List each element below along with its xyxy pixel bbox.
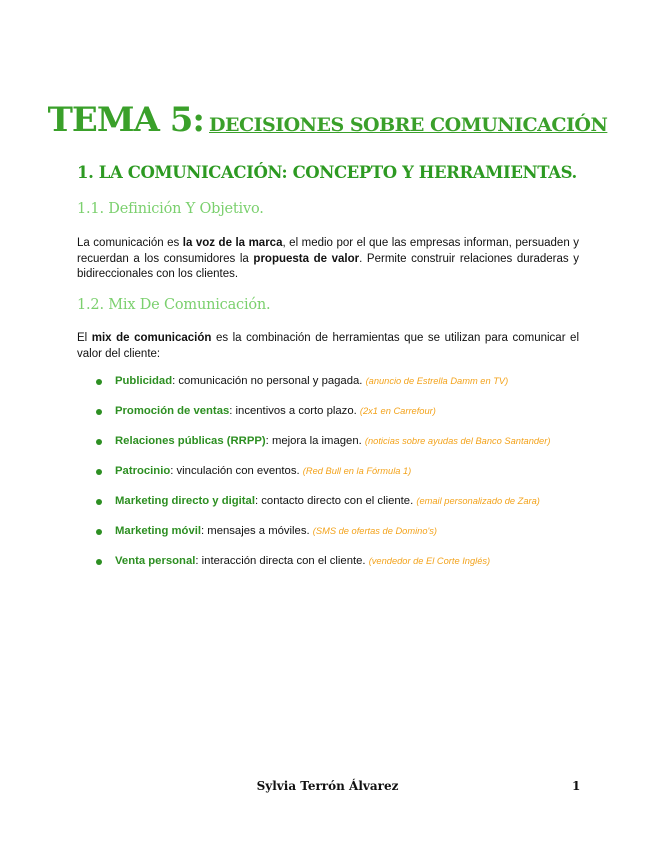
list-item-term: Marketing móvil [115,525,202,537]
list-item [96,494,580,510]
subsection-heading-1-2: 1.2. Mix De Comunicación. [77,297,271,313]
definition-paragraph [77,236,579,283]
list-item-example: (noticias sobre ayudas del Banco Santander) [364,436,551,446]
definition-text-2: , el medio por el que las empresas informan, persuaden y recuerdan a los consumidores la [77,237,579,265]
list-item-text: : mensajes a móviles. [201,525,313,537]
list-item [96,434,580,450]
page-title-subtitle: DECISIONES SOBRE COMUNICACIÓN [209,114,608,136]
list-item-text: : interacción directa con el cliente. [195,555,369,567]
list-item-example: (2x1 en Carrefour) [359,406,436,416]
bullet-icon [96,529,102,535]
definition-bold-2: propuesta de valor [253,252,360,265]
list-item-term: Promoción de ventas [115,405,230,417]
bullet-icon [96,439,102,445]
definition-text-1: La comunicación es [77,237,183,249]
list-item-term: Venta personal [115,555,196,567]
mix-bold-1: mix de comunicación [91,332,212,344]
list-item-term: Publicidad [115,375,173,387]
footer-author: Sylvia Terrón Álvarez [256,779,399,793]
list-item-text: : mejora la imagen. [265,435,365,447]
communication-mix-list [96,374,580,584]
list-item-example: (SMS de ofertas de Domino's) [312,526,438,536]
mix-text-2: es la combinación de herramientas que se utilizan para comunicar el valor del cliente: [77,332,580,360]
mix-paragraph [77,331,579,362]
bullet-icon [96,469,102,475]
list-item-text: : vinculación con eventos. [170,465,303,477]
list-item-text: : comunicación no personal y pagada. [172,375,366,387]
bullet-icon [96,499,102,505]
list-item-example: (Red Bull en la Fórmula 1) [302,466,412,476]
list-item [96,554,580,570]
list-item-example: (email personalizado de Zara) [416,496,540,506]
list-item [96,524,580,540]
page-number: 1 [572,779,581,793]
bullet-icon [96,409,102,415]
list-item-term: Relaciones públicas (RRPP) [115,435,266,447]
mix-text-1: El [77,332,92,344]
subsection-heading-1-1: 1.1. Definición Y Objetivo. [77,201,264,217]
list-item-term: Patrocinio [115,465,171,477]
list-item-term: Marketing directo y digital [115,495,255,507]
page-title [0,100,655,140]
list-item-example: (anuncio de Estrella Damm en TV) [365,376,509,386]
bullet-icon [96,559,102,565]
definition-text-3: . Permite construir relaciones duraderas y bidireccionales con los clientes. [77,252,579,280]
list-item-example: (vendedor de El Corte Inglés) [368,556,491,566]
list-item [96,464,580,480]
list-item-text: : incentivos a corto plazo. [229,405,360,417]
section-heading-1: 1. LA COMUNICACIÓN: CONCEPTO Y HERRAMIENTAS. [77,163,577,182]
bullet-icon [96,379,102,385]
page-title-main: TEMA 5: [47,100,204,140]
list-item [96,374,580,390]
definition-bold-1: la voz de la marca [182,237,283,249]
list-item-text: : contacto directo con el cliente. [254,495,417,507]
list-item [96,404,580,420]
